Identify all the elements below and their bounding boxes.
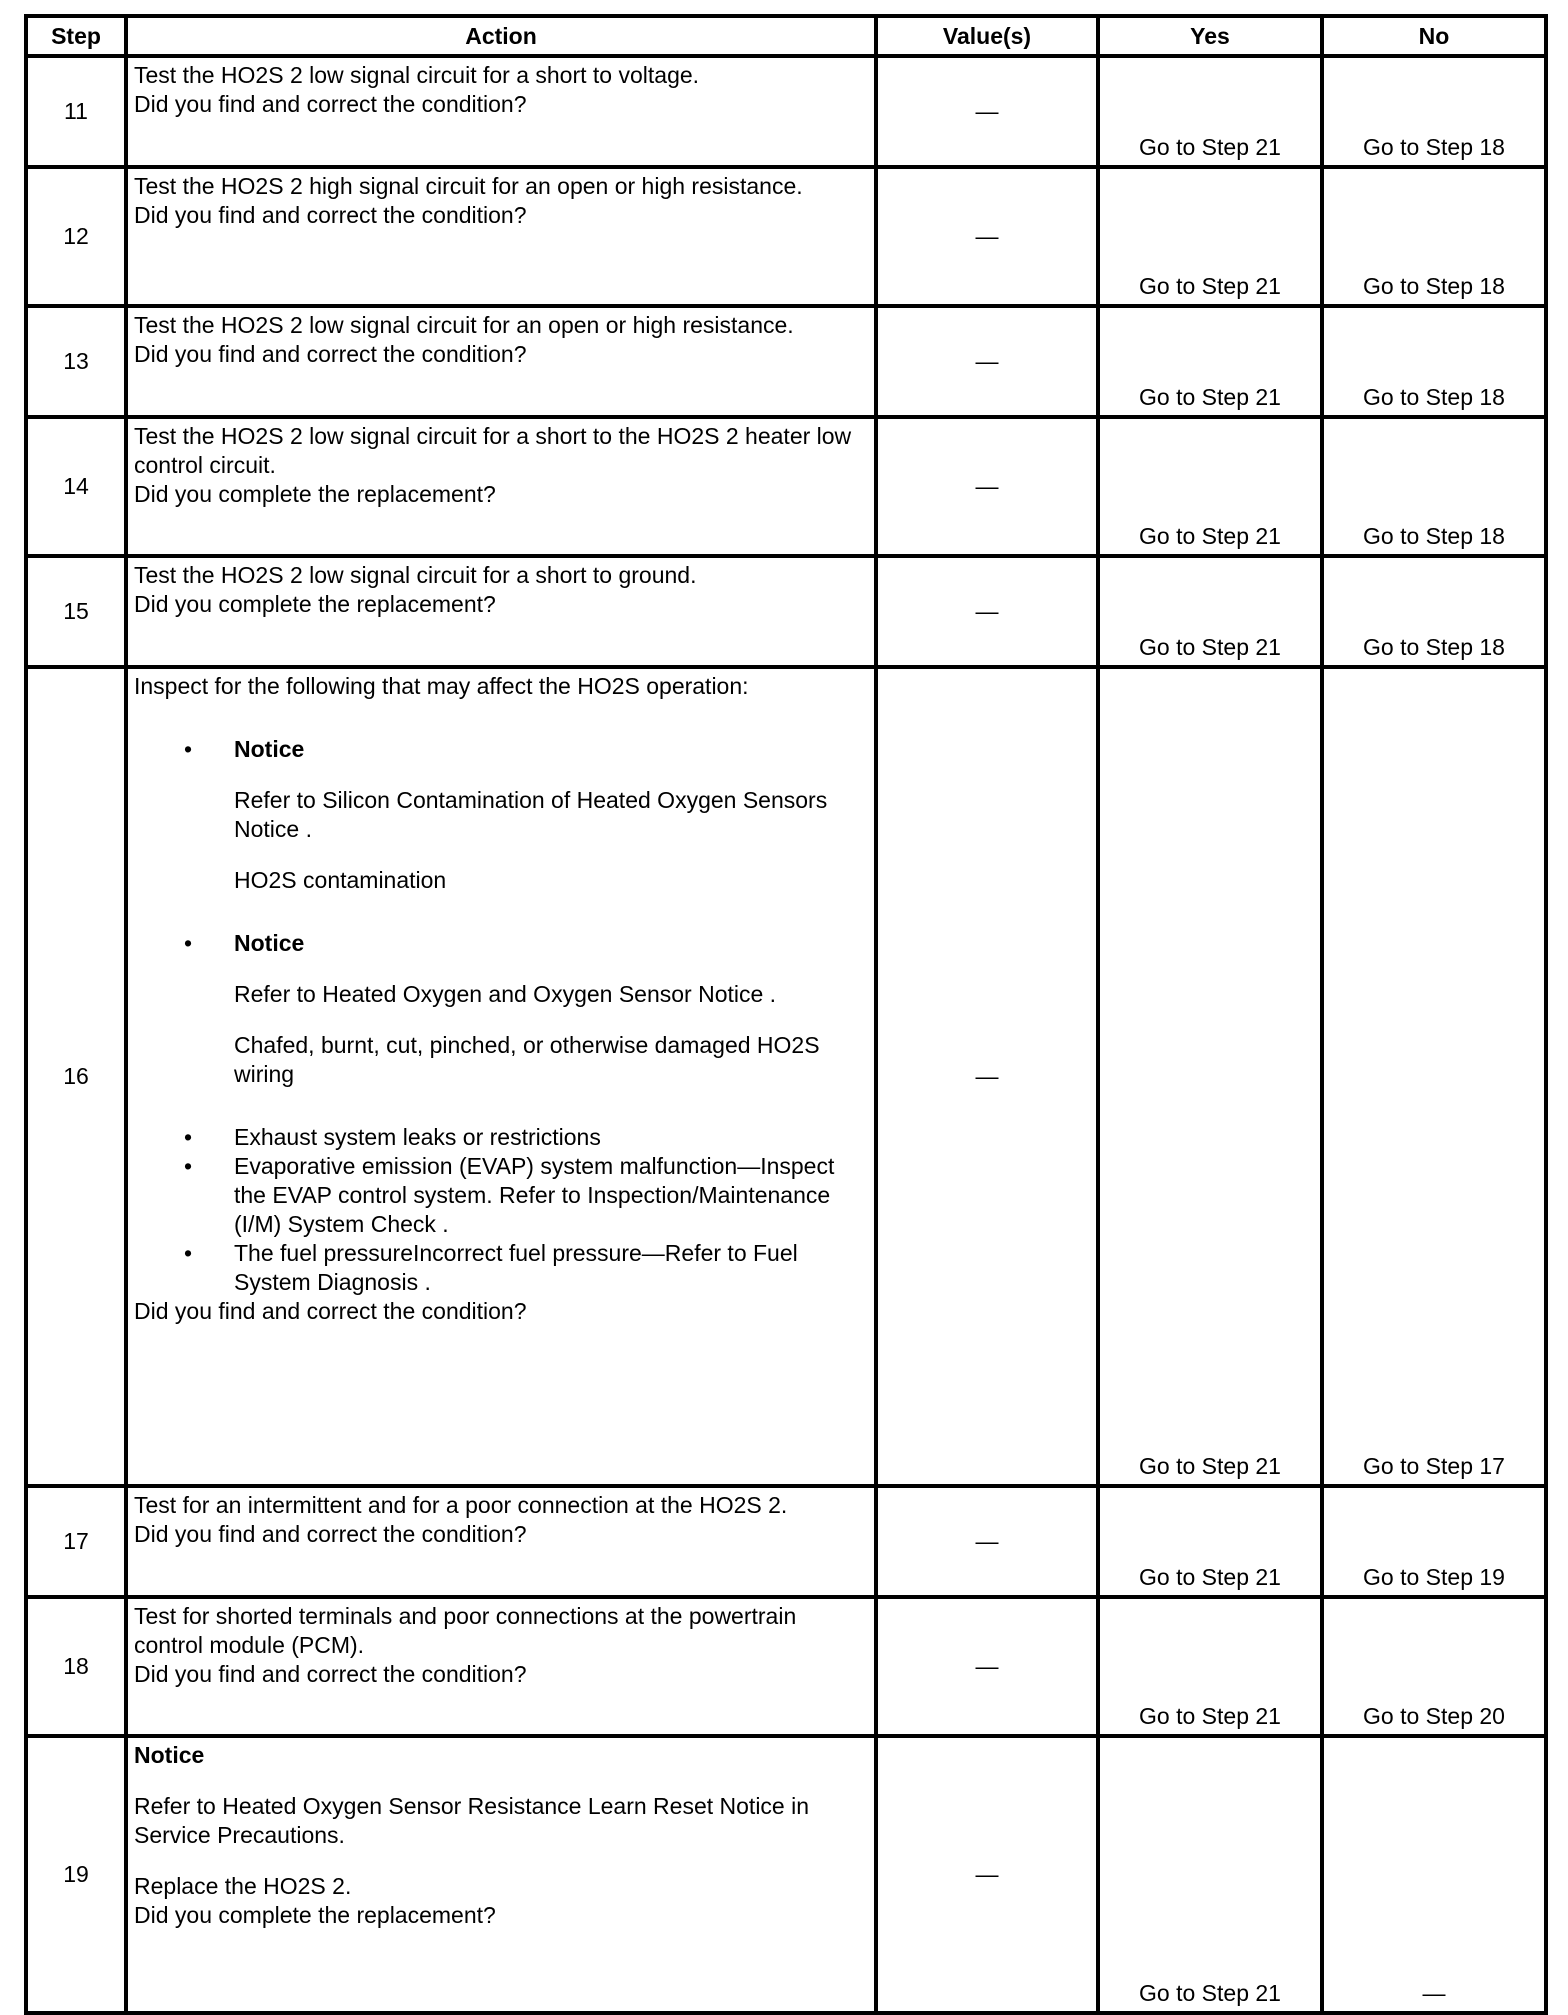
action-cell — [126, 556, 876, 667]
no-link: Go to Step 18 — [1322, 417, 1546, 556]
action-text: Test the HO2S 2 low signal circuit for a short to voltage. — [134, 62, 700, 88]
step-number: 17 — [26, 1486, 126, 1597]
step-number: 19 — [26, 1736, 126, 2013]
table-row-step-11 — [26, 56, 1546, 167]
notice-title: Notice — [234, 736, 305, 762]
value-cell: — — [876, 56, 1098, 167]
question-text: Did you find and correct the condition? — [134, 1298, 527, 1324]
action-cell — [126, 1736, 876, 2013]
no-link: — — [1322, 1736, 1546, 2013]
step-number: 16 — [26, 667, 126, 1486]
yes-link: Go to Step 21 — [1098, 1736, 1322, 2013]
bullet-icon: • — [184, 1240, 193, 1266]
question-text: Did you find and correct the condition? — [134, 202, 527, 228]
action-cell — [126, 306, 876, 417]
action-text: Test for shorted terminals and poor connections at the powertrain control module (PCM). — [134, 1603, 797, 1658]
list-item — [134, 735, 868, 764]
header-step: Step — [26, 16, 126, 56]
list-item — [134, 929, 868, 958]
yes-link: Go to Step 21 — [1098, 667, 1322, 1486]
step-number: 18 — [26, 1597, 126, 1736]
action-body — [134, 1741, 868, 1901]
value-cell: — — [876, 1486, 1098, 1597]
action-text: Test the HO2S 2 high signal circuit for an open or high resistance. — [134, 173, 803, 199]
yes-link: Go to Step 21 — [1098, 417, 1322, 556]
question-text: Did you complete the replacement? — [134, 1902, 496, 1928]
notice-item: HO2S contamination — [234, 867, 447, 893]
action-text: Replace the HO2S 2. — [134, 1873, 352, 1899]
action-text: Test the HO2S 2 low signal circuit for a short to the HO2S 2 heater low control circuit. — [134, 423, 852, 478]
question-text: Did you complete the replacement? — [134, 481, 496, 507]
step-number: 15 — [26, 556, 126, 667]
notice-text: Refer to Silicon Contamination of Heated Oxygen Sensors Notice . — [234, 787, 828, 842]
no-link: Go to Step 19 — [1322, 1486, 1546, 1597]
action-cell — [126, 667, 876, 1486]
table-row-step-15 — [26, 556, 1546, 667]
table-row-step-18 — [26, 1597, 1546, 1736]
table-row-step-19 — [26, 1736, 1546, 2013]
action-text: Test the HO2S 2 low signal circuit for an open or high resistance. — [134, 312, 794, 338]
notice-title: Notice — [234, 930, 305, 956]
action-cell — [126, 56, 876, 167]
list-item — [134, 1239, 868, 1297]
header-values: Value(s) — [876, 16, 1098, 56]
header-action: Action — [126, 16, 876, 56]
list-item-text: Exhaust system leaks or restrictions — [234, 1124, 601, 1150]
step-number: 11 — [26, 56, 126, 167]
list-item-text: The fuel pressureIncorrect fuel pressure—Refer to Fuel System Diagnosis . — [234, 1240, 798, 1295]
value-cell: — — [876, 167, 1098, 306]
question-text: Did you find and correct the condition? — [134, 1661, 527, 1687]
no-link: Go to Step 18 — [1322, 56, 1546, 167]
header-row — [26, 16, 1546, 56]
list-item — [134, 1152, 868, 1239]
notice-text: Refer to Heated Oxygen Sensor Resistance Learn Reset Notice in Service Precautions. — [134, 1793, 810, 1848]
value-cell: — — [876, 1736, 1098, 2013]
action-cell — [126, 1597, 876, 1736]
question-text: Did you complete the replacement? — [134, 591, 496, 617]
header-yes: Yes — [1098, 16, 1322, 56]
yes-link: Go to Step 21 — [1098, 306, 1322, 417]
table-row-step-17 — [26, 1486, 1546, 1597]
value-cell: — — [876, 1597, 1098, 1736]
no-link: Go to Step 18 — [1322, 167, 1546, 306]
action-cell — [126, 167, 876, 306]
step-number: 14 — [26, 417, 126, 556]
action-intro: Inspect for the following that may affect the HO2S operation: — [134, 673, 749, 699]
action-cell — [126, 417, 876, 556]
list-item-text: Evaporative emission (EVAP) system malfunction—Inspect the EVAP control system. Refer to Inspection/Maintenance (I/M) System Check . — [234, 1153, 835, 1237]
header-no: No — [1322, 16, 1546, 56]
value-cell: — — [876, 417, 1098, 556]
notice-text: Refer to Heated Oxygen and Oxygen Sensor Notice . — [234, 981, 777, 1007]
notice-title: Notice — [134, 1742, 205, 1768]
table-row-step-12 — [26, 167, 1546, 306]
action-text: Test the HO2S 2 low signal circuit for a short to ground. — [134, 562, 697, 588]
bullet-icon: • — [184, 1124, 193, 1150]
action-cell — [126, 1486, 876, 1597]
step-number: 13 — [26, 306, 126, 417]
table-row-step-14 — [26, 417, 1546, 556]
bullet-icon: • — [184, 930, 193, 956]
table-row-step-13 — [26, 306, 1546, 417]
value-cell: — — [876, 556, 1098, 667]
action-text: Test for an intermittent and for a poor connection at the HO2S 2. — [134, 1492, 788, 1518]
yes-link: Go to Step 21 — [1098, 1597, 1322, 1736]
value-cell: — — [876, 306, 1098, 417]
yes-link: Go to Step 21 — [1098, 1486, 1322, 1597]
value-cell: — — [876, 667, 1098, 1486]
no-link: Go to Step 18 — [1322, 556, 1546, 667]
diagnostic-table — [24, 14, 1548, 2015]
no-link: Go to Step 17 — [1322, 667, 1546, 1486]
step-number: 12 — [26, 167, 126, 306]
no-link: Go to Step 20 — [1322, 1597, 1546, 1736]
yes-link: Go to Step 21 — [1098, 167, 1322, 306]
no-link: Go to Step 18 — [1322, 306, 1546, 417]
bullet-icon: • — [184, 1153, 193, 1179]
question-text: Did you find and correct the condition? — [134, 1521, 527, 1547]
action-body — [134, 672, 868, 1297]
notice-item: Chafed, burnt, cut, pinched, or otherwise damaged HO2S wiring — [234, 1032, 820, 1087]
yes-link: Go to Step 21 — [1098, 56, 1322, 167]
yes-link: Go to Step 21 — [1098, 556, 1322, 667]
question-text: Did you find and correct the condition? — [134, 341, 527, 367]
question-text: Did you find and correct the condition? — [134, 91, 527, 117]
list-item — [134, 1123, 868, 1152]
bullet-icon: • — [184, 736, 193, 762]
table-row-step-16 — [26, 667, 1546, 1486]
